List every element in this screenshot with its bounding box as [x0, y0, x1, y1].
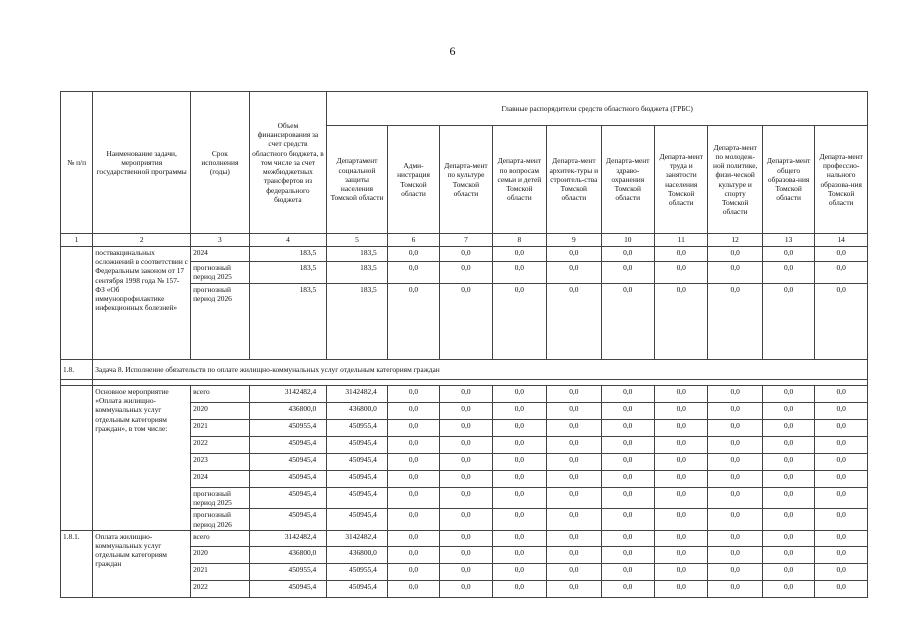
row-value: 450955,4: [249, 420, 327, 437]
row-value: 0,0: [601, 403, 654, 420]
column-index: 6: [387, 234, 439, 247]
row-value: 0,0: [492, 488, 546, 509]
row-value: 0,0: [655, 420, 708, 437]
row-value: 436800,0: [327, 546, 388, 563]
table-row: [61, 530, 868, 546]
row-value: 0,0: [547, 530, 601, 546]
row-value: 0,0: [815, 471, 868, 488]
row-value: 0,0: [440, 530, 492, 546]
row-value: 0,0: [387, 488, 439, 509]
row-value: 0,0: [815, 420, 868, 437]
task-number: 1.8.: [61, 360, 93, 380]
header-name: Наименование задачи, мероприятия государственной программы: [93, 92, 191, 234]
row-value: 450945,4: [249, 471, 327, 488]
row-value: 0,0: [601, 437, 654, 454]
row-value: 0,0: [762, 454, 814, 471]
row-value: 0,0: [440, 563, 492, 580]
row-value: 0,0: [708, 247, 762, 262]
row-value: 0,0: [708, 403, 762, 420]
row-value: 0,0: [387, 262, 439, 284]
row-value: 0,0: [601, 509, 654, 530]
column-index-row: [61, 234, 868, 247]
column-index: 3: [191, 234, 250, 247]
row-value: 0,0: [815, 546, 868, 563]
table-row: [61, 247, 868, 262]
table-row: [61, 386, 868, 403]
row-value: 0,0: [440, 437, 492, 454]
row-value: 0,0: [815, 580, 868, 597]
row-term: прогнозный период 2025: [191, 488, 250, 509]
row-value: 0,0: [601, 247, 654, 262]
header-grbs-2: Адми-нистрация Томской области: [387, 126, 439, 234]
row-value: 0,0: [601, 563, 654, 580]
row-value: 3142482,4: [327, 386, 388, 403]
row-value: 3142482,4: [327, 530, 388, 546]
row-value: 0,0: [492, 563, 546, 580]
row-value: 0,0: [762, 546, 814, 563]
row-value: 0,0: [762, 488, 814, 509]
row-value: 0,0: [815, 454, 868, 471]
row-value: 450945,4: [327, 437, 388, 454]
row-value: 0,0: [655, 488, 708, 509]
row-value: 0,0: [762, 420, 814, 437]
row-value: 0,0: [655, 247, 708, 262]
row-name: Основное мероприятие «Оплата жилищно-коммунальных услуг отдельным категориям граждан», в том числе:: [93, 386, 191, 531]
row-value: 450945,4: [327, 488, 388, 509]
row-value: 0,0: [547, 546, 601, 563]
row-value: 0,0: [440, 580, 492, 597]
row-value: 0,0: [708, 262, 762, 284]
row-value: 0,0: [547, 403, 601, 420]
row-value: 0,0: [708, 488, 762, 509]
header-grbs-1: Департамент социальной защиты населения Томской области: [327, 126, 388, 234]
row-term: 2024: [191, 471, 250, 488]
row-value: 183,5: [249, 284, 327, 360]
row-value: 0,0: [387, 420, 439, 437]
row-number: [61, 247, 93, 360]
row-value: 0,0: [492, 471, 546, 488]
row-value: 450955,4: [249, 563, 327, 580]
row-value: 0,0: [601, 262, 654, 284]
row-value: 0,0: [708, 284, 762, 360]
row-value: 3142482,4: [249, 386, 327, 403]
row-value: 0,0: [547, 488, 601, 509]
row-term: всего: [191, 386, 250, 403]
row-value: 0,0: [815, 563, 868, 580]
row-value: 450945,4: [249, 454, 327, 471]
header-term: Срок исполнения (годы): [191, 92, 250, 234]
row-value: 0,0: [492, 262, 546, 284]
row-value: 0,0: [492, 580, 546, 597]
row-value: 0,0: [655, 437, 708, 454]
row-value: 0,0: [708, 530, 762, 546]
row-value: 0,0: [762, 471, 814, 488]
row-value: 0,0: [708, 563, 762, 580]
row-value: 0,0: [655, 403, 708, 420]
row-term: 2020: [191, 546, 250, 563]
row-term: 2022: [191, 437, 250, 454]
row-value: 0,0: [440, 386, 492, 403]
row-value: 0,0: [762, 530, 814, 546]
column-index: 14: [815, 234, 868, 247]
row-value: 183,5: [249, 262, 327, 284]
row-value: 0,0: [708, 420, 762, 437]
header-number: № п/п: [61, 92, 93, 234]
row-value: 0,0: [601, 471, 654, 488]
header-grbs-8: Департа-мент по молодеж-ной политике, физи-ческой культуре и спорту Томской области: [708, 126, 762, 234]
row-term: прогнозный период 2026: [191, 509, 250, 530]
row-value: 0,0: [708, 546, 762, 563]
row-value: 0,0: [547, 471, 601, 488]
row-term: 2021: [191, 563, 250, 580]
column-index: 9: [547, 234, 601, 247]
row-value: 0,0: [387, 471, 439, 488]
row-value: 0,0: [655, 471, 708, 488]
row-value: 0,0: [762, 563, 814, 580]
row-value: 0,0: [387, 454, 439, 471]
header-grbs: Главные распорядители средств областного бюджета (ГРБС): [327, 92, 868, 126]
column-index: 7: [440, 234, 492, 247]
row-value: 0,0: [762, 509, 814, 530]
row-value: 0,0: [492, 454, 546, 471]
row-value: 0,0: [547, 386, 601, 403]
row-value: 0,0: [655, 530, 708, 546]
row-value: 0,0: [440, 454, 492, 471]
row-value: 0,0: [815, 509, 868, 530]
header-grbs-10: Департа-мент профессио-нального образова-ния Томской области: [815, 126, 868, 234]
row-value: 0,0: [655, 454, 708, 471]
row-value: 0,0: [440, 471, 492, 488]
row-value: 0,0: [762, 284, 814, 360]
row-value: 0,0: [815, 247, 868, 262]
row-value: 0,0: [547, 420, 601, 437]
header-volume: Объем финансирования за счет средств областного бюджета, в том числе за счет межбюджетных трансфертов из федерального бюджета: [249, 92, 327, 234]
row-value: 0,0: [387, 403, 439, 420]
column-index: 12: [708, 234, 762, 247]
row-value: 0,0: [387, 530, 439, 546]
row-value: 0,0: [387, 386, 439, 403]
header-grbs-6: Департа-мент здраво-охранения Томской области: [601, 126, 654, 234]
row-value: 450945,4: [327, 580, 388, 597]
row-value: 0,0: [440, 403, 492, 420]
row-term: прогнозный период 2026: [191, 284, 250, 360]
row-value: 0,0: [492, 247, 546, 262]
row-term: всего: [191, 530, 250, 546]
header-grbs-7: Департа-мент труда и занятости населения Томской области: [655, 126, 708, 234]
row-value: 0,0: [492, 403, 546, 420]
row-term: 2021: [191, 420, 250, 437]
row-value: 183,5: [327, 247, 388, 262]
row-value: 450955,4: [327, 420, 388, 437]
row-value: 0,0: [440, 488, 492, 509]
column-index: 10: [601, 234, 654, 247]
row-value: 0,0: [655, 262, 708, 284]
row-value: 0,0: [492, 509, 546, 530]
row-value: 0,0: [492, 284, 546, 360]
column-index: 1: [61, 234, 93, 247]
row-value: 3142482,4: [249, 530, 327, 546]
row-value: 0,0: [440, 546, 492, 563]
row-value: 0,0: [440, 262, 492, 284]
column-index: 8: [492, 234, 546, 247]
row-value: 0,0: [492, 546, 546, 563]
row-number: 1.8.1.: [61, 530, 93, 597]
column-index: 11: [655, 234, 708, 247]
row-value: 450945,4: [327, 471, 388, 488]
row-value: 183,5: [327, 284, 388, 360]
row-value: 450945,4: [327, 509, 388, 530]
row-value: 0,0: [547, 509, 601, 530]
row-value: 0,0: [387, 509, 439, 530]
row-value: 0,0: [492, 420, 546, 437]
header-grbs-3: Департа-мент по культуре Томской области: [440, 126, 492, 234]
row-term: 2022: [191, 580, 250, 597]
row-value: 0,0: [655, 580, 708, 597]
row-value: 0,0: [547, 437, 601, 454]
financing-table: [60, 91, 868, 598]
row-value: 0,0: [815, 437, 868, 454]
task-row: [61, 360, 868, 380]
row-value: 0,0: [601, 454, 654, 471]
row-term: 2023: [191, 454, 250, 471]
row-value: 183,5: [327, 262, 388, 284]
header-grbs-9: Департа-мент общего образова-ния Томской области: [762, 126, 814, 234]
row-value: 0,0: [387, 247, 439, 262]
row-value: 0,0: [601, 580, 654, 597]
row-value: 0,0: [547, 454, 601, 471]
row-value: 0,0: [762, 580, 814, 597]
row-value: 0,0: [815, 530, 868, 546]
row-value: 436800,0: [327, 403, 388, 420]
row-term: прогнозный период 2025: [191, 262, 250, 284]
row-value: 0,0: [601, 284, 654, 360]
row-value: 436800,0: [249, 546, 327, 563]
row-value: 0,0: [547, 247, 601, 262]
row-term: 2020: [191, 403, 250, 420]
row-value: 0,0: [492, 437, 546, 454]
row-value: 450955,4: [327, 563, 388, 580]
row-value: 450945,4: [249, 509, 327, 530]
row-value: 0,0: [815, 262, 868, 284]
row-value: 0,0: [762, 437, 814, 454]
row-value: 0,0: [440, 509, 492, 530]
row-value: 0,0: [601, 546, 654, 563]
row-value: 0,0: [708, 386, 762, 403]
row-value: 0,0: [387, 437, 439, 454]
header-row-1: [61, 92, 868, 126]
row-value: 0,0: [655, 386, 708, 403]
row-value: 0,0: [815, 284, 868, 360]
column-index: 13: [762, 234, 814, 247]
page-number: 6: [449, 44, 456, 58]
row-value: 0,0: [601, 488, 654, 509]
row-value: 0,0: [601, 530, 654, 546]
row-value: 0,0: [708, 437, 762, 454]
row-value: 0,0: [492, 530, 546, 546]
row-value: 0,0: [601, 386, 654, 403]
row-name: поствакцинальных осложнений в соответствии с Федеральным законом от 17 сентября 1998 года № 157-ФЗ «Об иммунопрофилактике инфекционных болезней»: [93, 247, 191, 360]
row-number: [61, 386, 93, 531]
row-value: 0,0: [762, 386, 814, 403]
row-value: 0,0: [387, 284, 439, 360]
row-value: 436800,0: [249, 403, 327, 420]
row-value: 0,0: [815, 403, 868, 420]
header-grbs-4: Департа-мент по вопросам семьи и детей Томской области: [492, 126, 546, 234]
row-value: 0,0: [708, 471, 762, 488]
row-value: 0,0: [655, 509, 708, 530]
row-value: 450945,4: [249, 437, 327, 454]
column-index: 4: [249, 234, 327, 247]
row-value: 0,0: [547, 563, 601, 580]
row-value: 0,0: [655, 546, 708, 563]
row-value: 0,0: [440, 420, 492, 437]
row-value: 183,5: [249, 247, 327, 262]
row-value: 0,0: [601, 420, 654, 437]
row-value: 0,0: [387, 580, 439, 597]
row-value: 0,0: [708, 454, 762, 471]
row-value: 450945,4: [327, 454, 388, 471]
column-index: 5: [327, 234, 388, 247]
row-name: Оплата жилищно-коммунальных услуг отдельным категориям граждан: [93, 530, 191, 597]
row-value: 0,0: [547, 262, 601, 284]
row-value: 0,0: [387, 546, 439, 563]
row-value: 0,0: [762, 262, 814, 284]
row-value: 0,0: [440, 247, 492, 262]
task-title: Задача 8. Исполнение обязательств по оплате жилищно-коммунальных услуг отдельным категориям граждан: [93, 360, 868, 380]
row-value: 0,0: [655, 284, 708, 360]
row-value: 450945,4: [249, 580, 327, 597]
header-grbs-5: Департа-мент архитек-туры и строитель-ства Томской области: [547, 126, 601, 234]
row-value: 0,0: [815, 386, 868, 403]
row-value: 0,0: [547, 284, 601, 360]
row-value: 0,0: [762, 403, 814, 420]
row-value: 0,0: [708, 580, 762, 597]
row-value: 450945,4: [249, 488, 327, 509]
row-value: 0,0: [387, 563, 439, 580]
row-value: 0,0: [815, 488, 868, 509]
row-value: 0,0: [708, 509, 762, 530]
row-value: 0,0: [492, 386, 546, 403]
row-term: 2024: [191, 247, 250, 262]
row-value: 0,0: [440, 284, 492, 360]
row-value: 0,0: [762, 247, 814, 262]
row-value: 0,0: [547, 580, 601, 597]
column-index: 2: [93, 234, 191, 247]
row-value: 0,0: [655, 563, 708, 580]
